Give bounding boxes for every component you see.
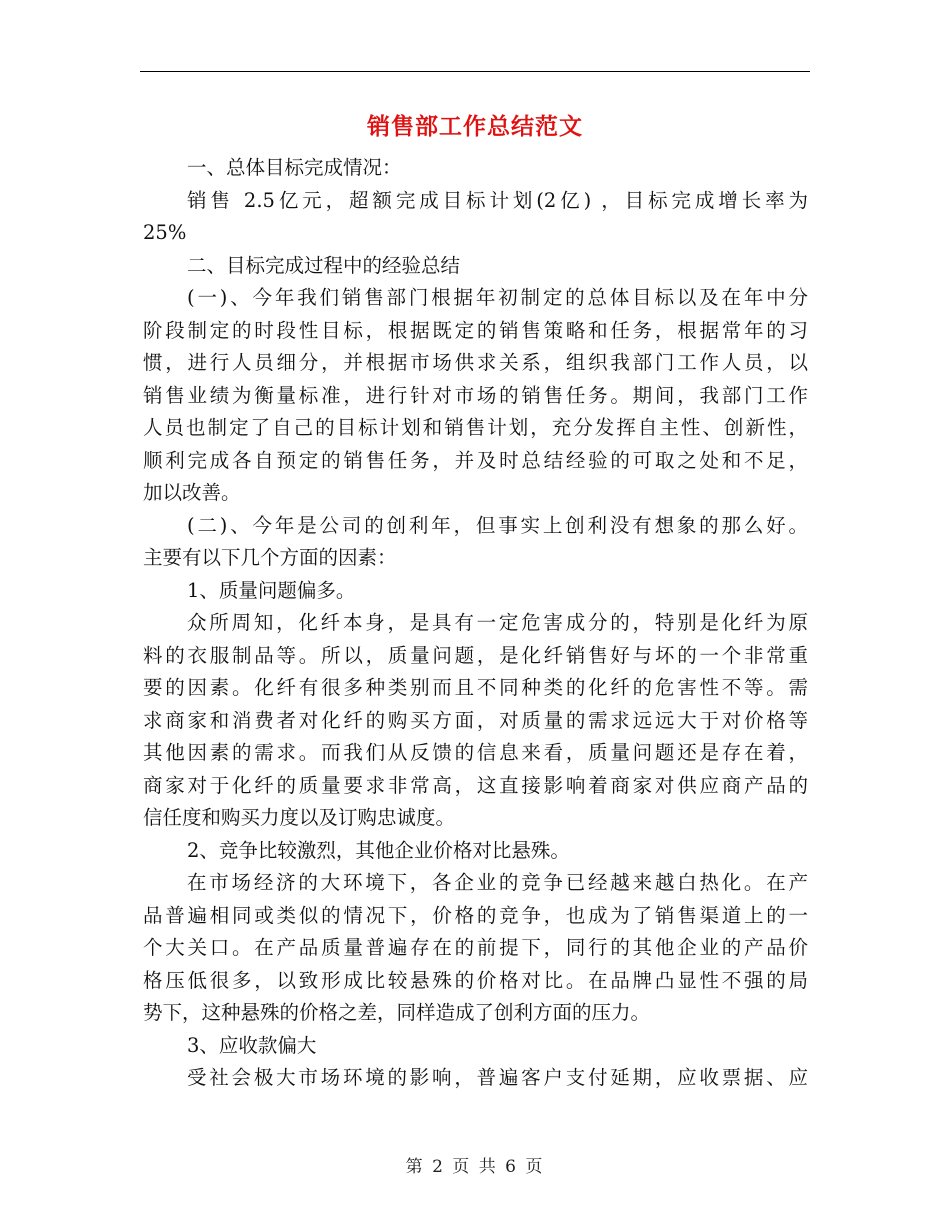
- text-line: (一)、今年我们销售部门根据年初制定的总体目标以及在年中分: [187, 286, 808, 309]
- text-line: 料的衣服制品等。所以，质量问题，是化纤销售好与坏的一个非常重: [143, 643, 808, 667]
- text-line: 惯，进行人员细分，并根据市场供求关系，组织我部门工作人员，以: [143, 351, 808, 374]
- text-line: 2、竞争比较激烈，其他企业价格对比悬殊。: [187, 838, 570, 862]
- text-line: 求商家和消费者对化纤的购买方面，对质量的需求远远大于对价格等: [143, 708, 808, 732]
- text-line: 要的因素。化纤有很多种类别而且不同种类的化纤的危害性不等。需: [143, 676, 808, 699]
- text-line: 阶段制定的时段性目标，根据既定的销售策略和任务，根据常年的习: [143, 318, 808, 342]
- text-line: 主要有以下几个方面的因素：: [143, 546, 397, 569]
- text-line: 顺利完成各自预定的销售任务，并及时总结经验的可取之处和不足，: [143, 448, 808, 472]
- text-line: 信任度和购买力度以及订购忠诚度。: [143, 806, 456, 829]
- text-line: 受社会极大市场环境的影响，普遍客户支付延期，应收票据、应: [187, 1066, 808, 1089]
- text-line: 商家对于化纤的质量要求非常高，这直接影响着商家对供应商产品的: [143, 773, 808, 797]
- text-line: 势下，这种悬殊的价格之差，同样造成了创利方面的压力。: [143, 1001, 651, 1024]
- text-line: 加以改善。: [143, 481, 241, 504]
- text-line: 格压低很多，以致形成比较悬殊的价格对比。在品牌凸显性不强的局: [143, 968, 808, 992]
- text-line: 二、目标完成过程中的经验总结: [187, 253, 461, 277]
- page-number: 第 2 页 共 6 页: [405, 1157, 545, 1177]
- text-line: 众所周知，化纤本身，是具有一定危害成分的，特别是化纤为原: [187, 611, 808, 634]
- text-line: 品普遍相同或类似的情况下，价格的竞争，也成为了销售渠道上的一: [143, 903, 808, 927]
- text-line: 销售业绩为衡量标准，进行针对市场的销售任务。期间，我部门工作: [143, 383, 808, 407]
- document-body: [143, 152, 808, 1095]
- text-line: 1、质量问题偏多。: [187, 578, 356, 602]
- text-line: 一、总体目标完成情况：: [187, 156, 402, 179]
- text-line: 个大关口。在产品质量普遍存在的前提下，同行的其他企业的产品价: [143, 936, 808, 959]
- text-line: 人员也制定了自己的目标计划和销售计划，充分发挥自主性、创新性，: [143, 416, 808, 439]
- text-line: 在市场经济的大环境下，各企业的竞争已经越来越白热化。在产: [187, 871, 808, 894]
- text-line: 销售 2.5亿元，超额完成目标计划(2亿) ，目标完成增长率为: [187, 188, 808, 212]
- document-title: 销售部工作总结范文: [367, 114, 583, 140]
- header-rule: [140, 71, 810, 72]
- text-line: (二)、今年是公司的创利年，但事实上创利没有想象的那么好。: [187, 513, 808, 537]
- text-line: 其他因素的需求。而我们从反馈的信息来看，质量问题还是存在着，: [143, 741, 808, 764]
- text-line: 3、应收款偏大: [187, 1033, 317, 1057]
- text-line: 25%: [143, 221, 187, 244]
